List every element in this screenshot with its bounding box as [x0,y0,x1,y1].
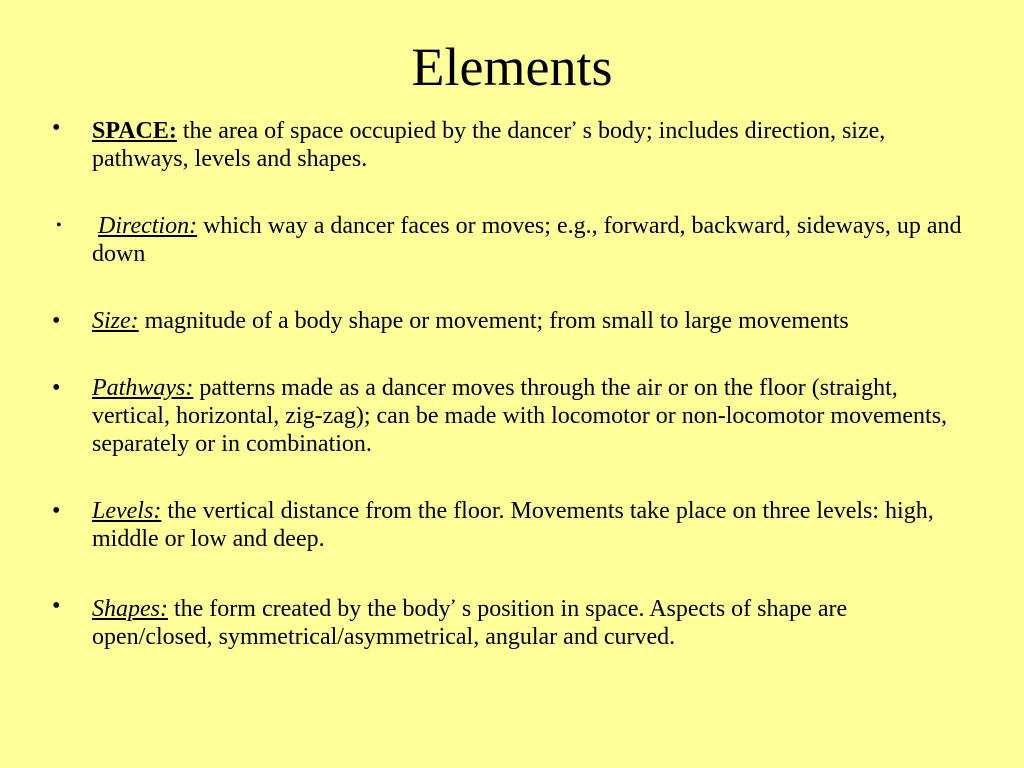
definition-text: the vertical distance from the floor. Movements take place on three levels: high, middle or low and deep. [92,498,934,552]
bullet-pathways [0,374,1024,458]
definition-text: magnitude of a body shape or movement; from small to large movements [138,308,849,334]
bullet-dot-icon: • [52,375,61,401]
bullet-dot-icon: • [56,217,62,234]
definition-text: s body; includes direction, size, pathways, levels and shapes. [92,118,886,172]
term-space: SPACE: [92,118,177,144]
definition-text: the area of space occupied by the dancer [176,118,572,144]
bullet-space [0,114,1024,173]
apostrophe-mark: ’ [571,119,577,136]
bullet-shapes [0,592,1024,651]
definition-text: patterns made as a dancer moves through the air or on the floor (straight, vertical, horizontal, zig-zag); can be made with locomotor or non-locomotor movements, separately or in combination. [92,375,948,457]
definition-text: the form created by the body [167,596,451,622]
bullet-dot-icon: • [52,115,61,141]
bullet-dot-icon: • [52,308,61,334]
bullet-size [0,307,1024,335]
slide-title: Elements [411,37,613,97]
bullet-direction [0,212,1024,268]
definition-text: s position in space. Aspects of shape are open/closed, symmetrical/asymmetrical, angular and curved. [92,596,848,650]
bullet-list [0,114,1024,651]
bullet-levels [0,497,1024,553]
apostrophe-mark: ’ [450,597,456,614]
bullet-dot-icon: • [52,593,61,619]
term-pathways: Pathways: [92,375,194,401]
term-shapes: Shapes: [92,596,168,622]
term-direction: Direction: [98,213,198,239]
term-levels: Levels: [92,498,162,524]
bullet-dot-icon: • [52,498,61,524]
definition-text: which way a dancer faces or moves; e.g., forward, backward, sideways, up and down [92,213,962,267]
term-size: Size: [92,308,139,334]
